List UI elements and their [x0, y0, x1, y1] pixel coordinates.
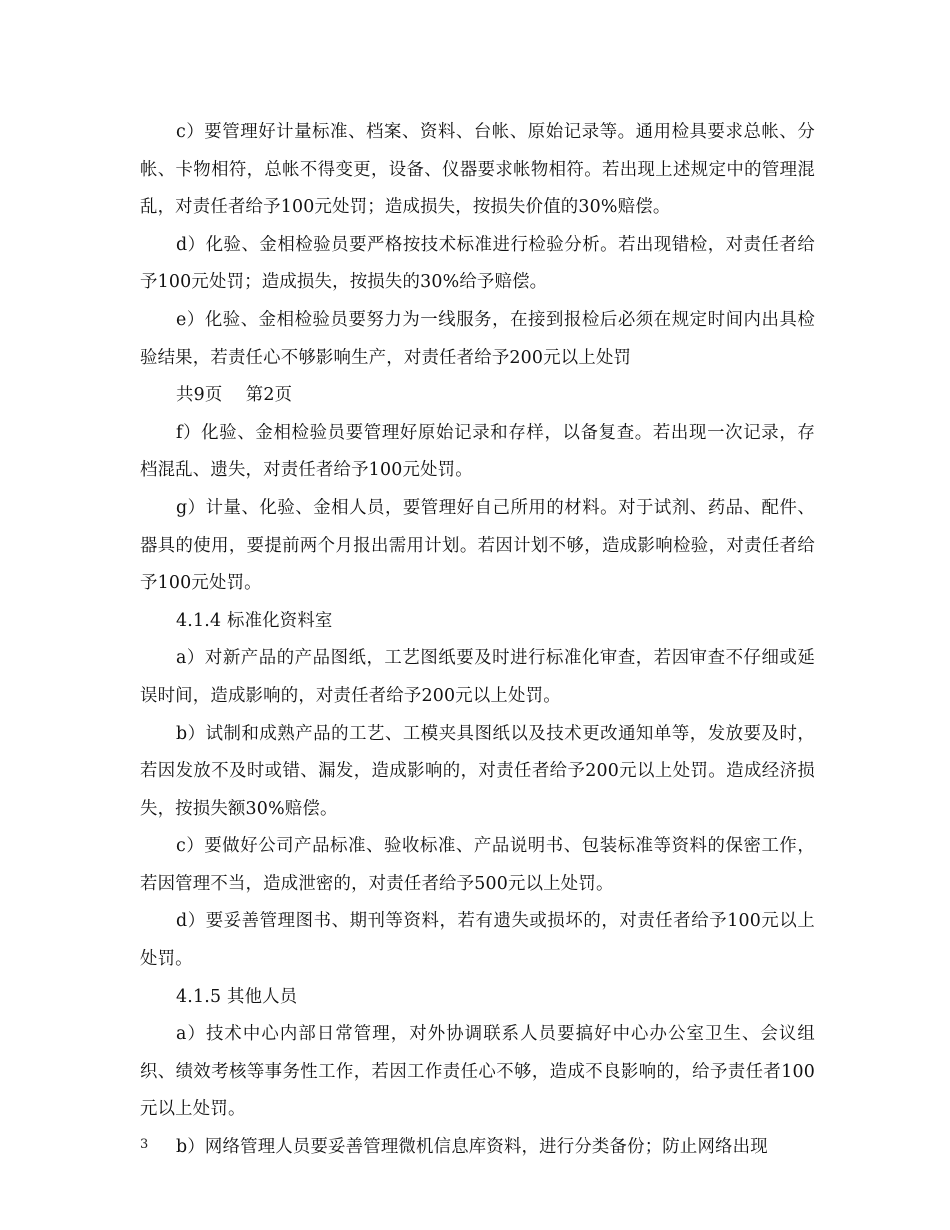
paragraph-a-daily-management: a）技术中心内部日常管理，对外协调联系人员要搞好中心办公室卫生、会议组织、绩效考核等事务性工作，若因工作责任心不够，造成不良影响的，给予责任者100元以上处罚。 — [140, 1024, 815, 1120]
paragraph-b-drawing-distribution: b）试制和成熟产品的工艺、工模夹具图纸以及技术更改通知单等，发放要及时，若因发放不及时或错、漏发，造成影响的，对责任者给予200元以上处罚。造成经济损失，按损失额30%赔偿。 — [140, 723, 815, 819]
paragraph-g-materials: g）计量、化验、金相人员，要管理好自己所用的材料。对于试剂、药品、配件、器具的使用，要提前两个月报出需用计划。若因计划不够，造成影响检验，对责任者给予100元处罚。 — [140, 497, 815, 594]
paragraph-c-confidentiality: c）要做好公司产品标准、验收标准、产品说明书、包装标准等资料的保密工作，若因管理不当，造成泄密的，对责任者给予500元以上处罚。 — [140, 836, 815, 894]
paragraph-b-network-management: b）网络管理人员要妥善管理微机信息库资料，进行分类备份；防止网络出现 — [176, 1137, 768, 1158]
paragraph-c-metrology-records: c）要管理好计量标准、档案、资料、台帐、原始记录等。通用检具要求总帐、分帐、卡物相符，总帐不得变更，设备、仪器要求帐物相符。若出现上述规定中的管理混乱，对责任者给予100元处罚；造成损失，按损失价值的30%赔偿。 — [140, 122, 815, 218]
paragraph-f-original-records: f）化验、金相检验员要管理好原始记录和存样，以备复查。若出现一次记录，存档混乱、遗失，对责任者给予100元处罚。 — [140, 422, 815, 481]
section-heading-4-1-5: 4.1.5 其他人员 — [176, 986, 298, 1007]
paragraph-e-inspection-service: e）化验、金相检验员要努力为一线服务，在接到报检后必须在规定时间内出具检验结果，若责任心不够影响生产，对责任者给予200元以上处罚 — [140, 309, 815, 368]
document-body — [140, 114, 815, 1167]
page-count-line: 共9页 第2页 — [176, 385, 293, 406]
paragraph-a-standardization-review: a）对新产品的产品图纸，工艺图纸要及时进行标准化审查，若因审查不仔细或延误时间，造成影响的，对责任者给予200元以上处罚。 — [140, 648, 815, 706]
section-heading-4-1-4: 4.1.4 标准化资料室 — [176, 610, 333, 631]
paragraph-d-books-journals: d）要妥善管理图书、期刊等资料，若有遗失或损坏的，对责任者给予100元以上处罚。 — [140, 911, 815, 970]
paragraph-d-inspection-analysis: d）化验、金相检验员要严格按技术标准进行检验分析。若出现错检，对责任者给予100元处罚；造成损失，按损失的30%给予赔偿。 — [140, 234, 815, 293]
page-number: 3 — [140, 1137, 149, 1152]
